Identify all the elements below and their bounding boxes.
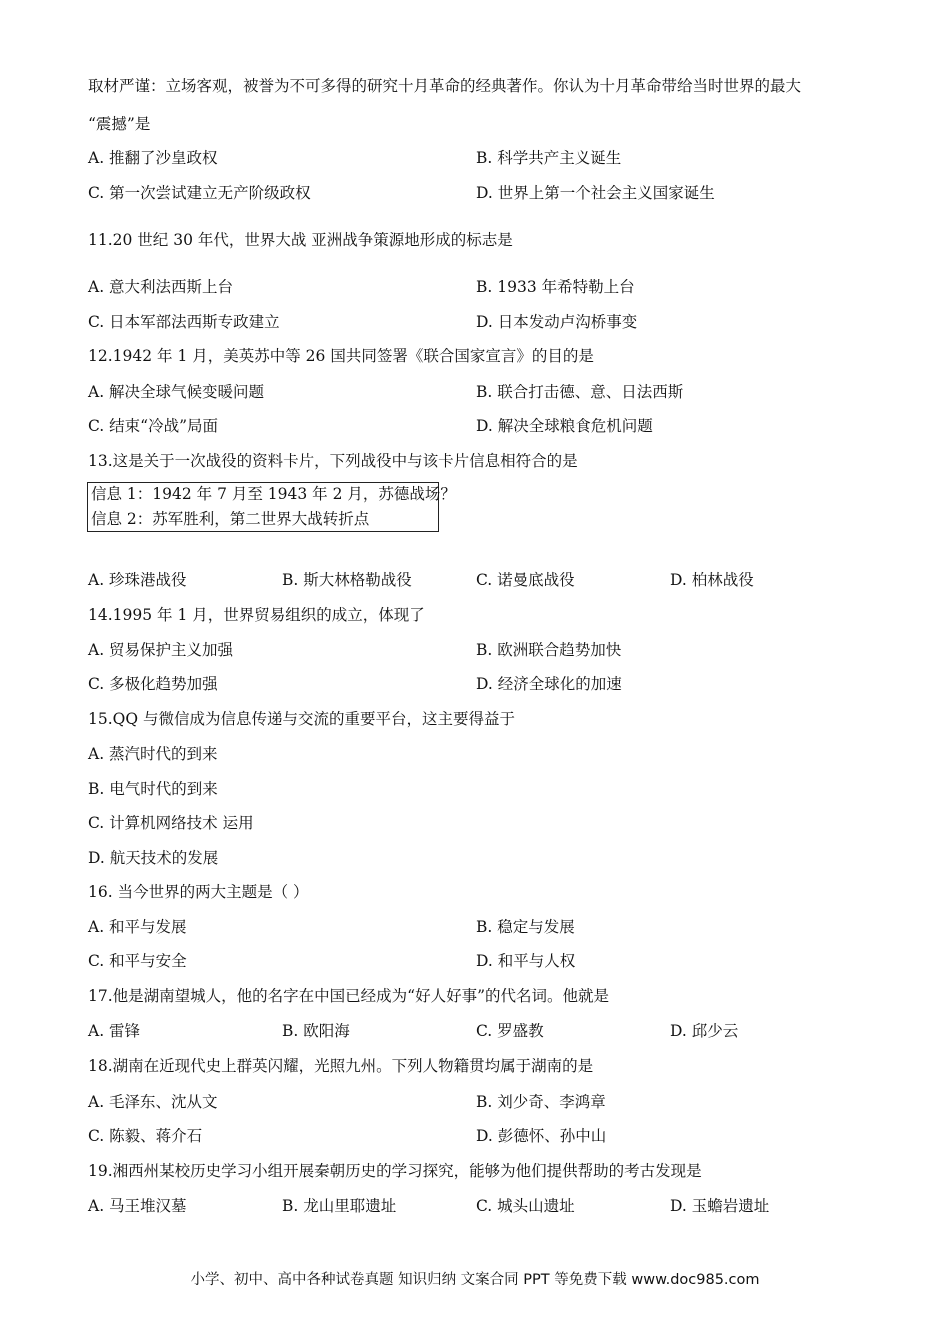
question-16-stem: 16. 当今世界的两大主题是（ ）: [88, 883, 309, 901]
option-b: B. 刘少奇、李鸿章: [476, 1093, 606, 1111]
option-b: B. 龙山里耶遗址: [282, 1197, 397, 1215]
option-c: C. 诺曼底战役: [476, 571, 575, 589]
option-d: D. 世界上第一个社会主义国家诞生: [476, 184, 715, 202]
option-c: C. 结束“冷战”局面: [88, 417, 219, 435]
option-a: A. 解决全球气候变暖问题: [88, 383, 265, 401]
info-card-line-1: 信息 1：1942 年 7 月至 1943 年 2 月，苏德战场？: [91, 485, 456, 503]
option-d: D. 邱少云: [670, 1022, 739, 1040]
question-stem: 取材严谨：立场客观，被誉为不可多得的研究十月革命的经典著作。你认为十月革命带给当时世界的最大: [88, 77, 802, 95]
page-footer: 小学、初中、高中各种试卷真题 知识归纳 文案合同 PPT 等免费下载 www.doc985.com: [190, 1272, 760, 1288]
info-card: [87, 482, 456, 532]
option-a: A. 贸易保护主义加强: [88, 641, 234, 659]
question-18-stem: 18.湖南在近现代史上群英闪耀，光照九州。下列人物籍贯均属于湖南的是: [88, 1057, 594, 1075]
option-c: C. 城头山遗址: [476, 1197, 575, 1215]
option-d: D. 日本发动卢沟桥事变: [476, 313, 638, 331]
option-a: A. 推翻了沙皇政权: [88, 149, 218, 167]
option-d: D. 玉蟾岩遗址: [670, 1197, 770, 1215]
option-c: C. 罗盛教: [476, 1022, 544, 1040]
option-b: B. 联合打击德、意、日法西斯: [476, 383, 684, 401]
option-d: D. 经济全球化的加速: [476, 675, 622, 693]
option-a: A. 意大利法西斯上台: [88, 278, 234, 296]
option-d: D. 彭德怀、孙中山: [476, 1127, 607, 1145]
option-b: B. 欧阳海: [282, 1022, 350, 1040]
question-17-stem: 17.他是湖南望城人，他的名字在中国已经成为“好人好事”的代名词。他就是: [88, 987, 610, 1005]
question-11-stem: 11.20 世纪 30 年代，世界大战 亚洲战争策源地形成的标志是: [88, 231, 513, 249]
option-c: C. 陈毅、蒋介石: [88, 1127, 203, 1145]
option-d: D. 和平与人权: [476, 952, 576, 970]
question-13-stem: 13.这是关于一次战役的资料卡片，下列战役中与该卡片信息相符合的是: [88, 452, 578, 470]
question-15-stem: 15.QQ 与微信成为信息传递与交流的重要平台，这主要得益于: [88, 710, 515, 728]
option-b: B. 斯大林格勒战役: [282, 571, 412, 589]
option-c: C. 和平与安全: [88, 952, 187, 970]
option-a: A. 和平与发展: [88, 918, 187, 936]
option-d: D. 解决全球粮食危机问题: [476, 417, 653, 435]
option-b: B. 稳定与发展: [476, 918, 575, 936]
option-a: A. 蒸汽时代的到来: [88, 745, 218, 763]
question-19-stem: 19.湘西州某校历史学习小组开展秦朝历史的学习探究，能够为他们提供帮助的考古发现是: [88, 1162, 702, 1180]
option-a: A. 毛泽东、沈从文: [88, 1093, 218, 1111]
question-12-stem: 12.1942 年 1 月，美英苏中等 26 国共同签署《联合国家宣言》的目的是: [88, 347, 594, 365]
option-b: B. 电气时代的到来: [88, 780, 218, 798]
option-d: D. 柏林战役: [670, 571, 754, 589]
option-c: C. 计算机网络技术 运用: [88, 814, 254, 832]
option-c: C. 日本军部法西斯专政建立: [88, 313, 280, 331]
question-stem: “震撼”是: [88, 115, 151, 133]
info-card-line-2: 信息 2：苏军胜利，第二世界大战转折点: [91, 510, 370, 528]
option-c: C. 多极化趋势加强: [88, 675, 218, 693]
question-14-stem: 14.1995 年 1 月，世界贸易组织的成立，体现了: [88, 606, 425, 624]
option-b: B. 科学共产主义诞生: [476, 149, 622, 167]
option-a: A. 珍珠港战役: [88, 571, 187, 589]
option-a: A. 马王堆汉墓: [88, 1197, 187, 1215]
option-c: C. 第一次尝试建立无产阶级政权: [88, 184, 311, 202]
option-b: B. 欧洲联合趋势加快: [476, 641, 622, 659]
option-d: D. 航天技术的发展: [88, 849, 219, 867]
option-a: A. 雷锋: [88, 1022, 141, 1040]
option-b: B. 1933 年希特勒上台: [476, 278, 635, 296]
